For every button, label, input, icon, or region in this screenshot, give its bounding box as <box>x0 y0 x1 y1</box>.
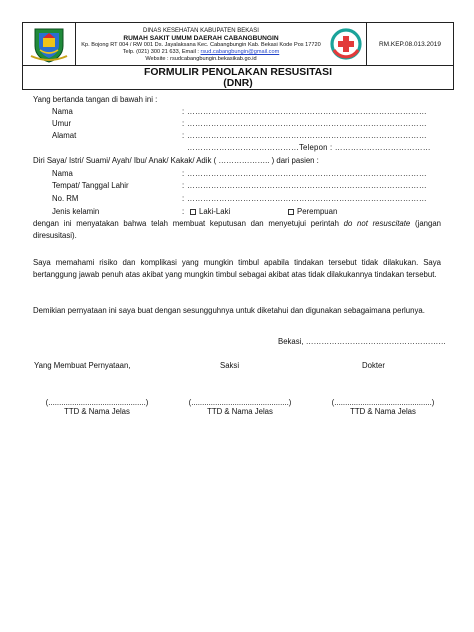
document-page <box>22 0 454 632</box>
maker-signature-line[interactable]: (.............................................) <box>45 398 149 407</box>
female-label: Perempuan <box>297 207 338 216</box>
patient-nama-label: Nama <box>52 169 73 178</box>
ttl-colon: : <box>182 181 185 190</box>
hospital-address: Kp. Bojong RT 004 / RW 001 Ds. Jayalaksana Kec. Cabangbungin Kab. Bekasi Kode Pos 17720 <box>81 42 321 48</box>
phone-text: Telp. (021) 300 21 633, Email : <box>122 49 199 55</box>
maker-signature-caption: TTD & Nama Jelas <box>64 407 130 416</box>
doctor-signature-caption: TTD & Nama Jelas <box>350 407 416 416</box>
statement-part2: (jangan diresusitasi). <box>33 219 441 240</box>
male-checkbox-icon[interactable] <box>190 209 196 215</box>
norm-colon: : <box>182 194 185 203</box>
male-option[interactable] <box>190 207 230 217</box>
form-title-box <box>22 66 454 90</box>
statement-part1: dengan ini menyatakan bahwa telah membuat keputusan dan menyetujui perintah <box>33 219 344 228</box>
gender-label: Jenis kelamin <box>52 207 100 216</box>
alamat-label: Alamat <box>52 131 77 140</box>
hospital-logo-cell <box>326 23 367 65</box>
alamat-phone-field[interactable]: ……………………………………Telepon : ……………………………… <box>187 143 431 152</box>
form-title: FORMULIR PENOLAKAN RESUSITASI <box>144 67 332 78</box>
hospital-logo-icon <box>329 27 363 61</box>
witness-signature-line[interactable]: (.............................................) <box>188 398 292 407</box>
female-checkbox-icon[interactable] <box>288 209 294 215</box>
male-label: Laki-Laki <box>199 207 231 216</box>
patient-nama-colon: : <box>182 169 185 178</box>
place-date[interactable]: Bekasi, ……………………………………………… <box>278 337 447 346</box>
intro-text: Yang bertanda tangan di bawah ini : <box>33 95 158 104</box>
doctor-title: Dokter <box>362 361 385 370</box>
email-link[interactable]: rsud.cabangbungin@gmail.com <box>200 49 280 55</box>
ttl-field[interactable]: ……………………………………………………………………………… <box>187 181 427 190</box>
contact-line <box>76 49 326 56</box>
document-code-cell <box>367 23 453 65</box>
female-option[interactable] <box>288 207 337 217</box>
witness-signature-caption: TTD & Nama Jelas <box>207 407 273 416</box>
umur-field[interactable]: ……………………………………………………………………………… <box>187 119 427 128</box>
form-subtitle: (DNR) <box>223 78 253 89</box>
umur-label: Umur <box>52 119 72 128</box>
document-code: RM.KEP.08.013.2019 <box>378 40 442 48</box>
statement-dnr: do not resuscitate <box>343 219 411 228</box>
letterhead <box>22 22 454 66</box>
dnr-statement <box>33 218 441 241</box>
relation-text: Diri Saya/ Istri/ Suami/ Ayah/ Ibu/ Anak/ Kakak/ Adik ( ……………….. ) dari pasien : <box>33 156 319 165</box>
maker-title: Yang Membuat Pernyataan, <box>34 361 131 370</box>
norm-field[interactable]: ……………………………………………………………………………… <box>187 194 427 203</box>
agency-name: DINAS KESEHATAN KABUPATEN BEKASI <box>143 28 259 34</box>
ttl-label: Tempat/ Tanggal Lahir <box>52 181 129 190</box>
umur-colon: : <box>182 119 185 128</box>
website-line: Website : rsudcabangbungin.bekasikab.go.id <box>145 56 257 62</box>
alamat-field[interactable]: ……………………………………………………………………………… <box>187 131 427 140</box>
gender-colon: : <box>182 207 185 216</box>
hospital-name: RUMAH SAKIT UMUM DAERAH CABANGBUNGIN <box>123 35 279 42</box>
nama-colon: : <box>182 107 185 116</box>
regency-logo-cell <box>23 23 76 65</box>
nama-field[interactable]: ……………………………………………………………………………… <box>187 107 427 116</box>
closing-paragraph: Demikian pernyataan ini saya buat dengan sesungguhnya untuk diketahui dan digunakan sebagaimana perlunya. <box>33 306 425 315</box>
risk-paragraph: Saya memahami risiko dan komplikasi yang mungkin timbul apabila tindakan tersebut tidak dilakukan. Saya bertanggung jawab penuh atas akibat yang mungkin timbul sebagai akibat atas tidak dilakukannya tindakan tersebut. <box>33 258 441 279</box>
norm-label: No. RM <box>52 194 79 203</box>
alamat-colon: : <box>182 131 185 140</box>
patient-nama-field[interactable]: ……………………………………………………………………………… <box>187 169 427 178</box>
doctor-signature-line[interactable]: (.............................................) <box>331 398 435 407</box>
bekasi-regency-emblem-icon <box>29 26 69 64</box>
letterhead-info <box>76 23 326 65</box>
witness-title: Saksi <box>220 361 240 370</box>
nama-label: Nama <box>52 107 73 116</box>
